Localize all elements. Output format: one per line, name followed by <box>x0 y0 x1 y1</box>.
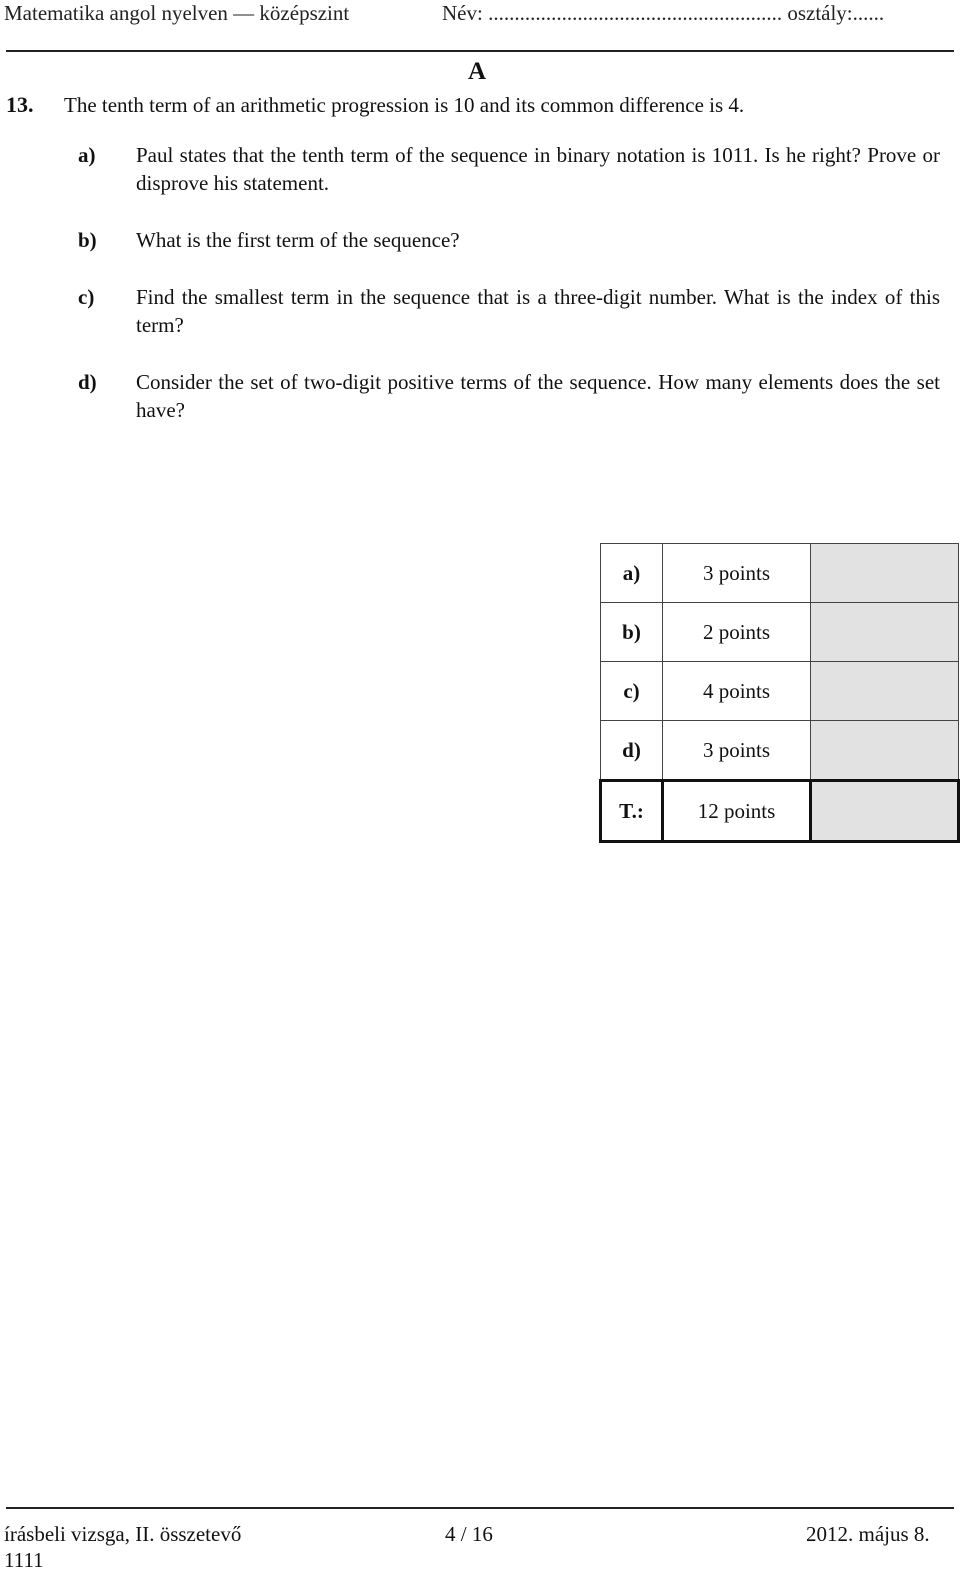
footer-date: 2012. május 8. <box>806 1522 930 1546</box>
score-row <box>601 721 959 781</box>
part-b-label: b) <box>78 228 97 252</box>
footer-exam-part: írásbeli vizsga, II. összetevő <box>4 1522 242 1546</box>
score-total-row <box>601 781 959 842</box>
score-table <box>599 543 960 843</box>
part-a-text: Paul states that the tenth term of the sequence in binary notation is 1011. Is he right? Prove or disprove his statement. <box>136 143 940 195</box>
score-part-label: c) <box>601 662 663 721</box>
header-rule <box>6 50 954 52</box>
score-entry-box[interactable] <box>811 544 959 603</box>
footer-page-number: 4 / 16 <box>445 1522 493 1546</box>
part-a-label: a) <box>78 143 96 167</box>
score-row <box>601 662 959 721</box>
score-row <box>601 603 959 662</box>
score-part-label: a) <box>601 544 663 603</box>
score-points: 3 points <box>663 544 811 603</box>
question-text: The tenth term of an arithmetic progression is 10 and its common difference is 4. <box>64 93 745 117</box>
score-points: 4 points <box>663 662 811 721</box>
part-c-label: c) <box>78 285 95 309</box>
score-entry-box[interactable] <box>811 603 959 662</box>
header-name-class-field: Név: ........................................................ osztály:...... <box>442 1 885 25</box>
header-exam-title: Matematika angol nyelven — középszint <box>4 1 350 25</box>
score-points: 2 points <box>663 603 811 662</box>
score-points: 3 points <box>663 721 811 781</box>
score-row <box>601 544 959 603</box>
part-c-text: Find the smallest term in the sequence that is a three-digit number. What is the index of this term? <box>136 285 940 337</box>
score-total-points: 12 points <box>663 781 811 842</box>
part-d-label: d) <box>78 370 97 394</box>
score-part-label: b) <box>601 603 663 662</box>
score-entry-box[interactable] <box>811 721 959 781</box>
footer-exam-code: 1111 <box>4 1548 44 1572</box>
part-b-text: What is the first term of the sequence? <box>136 228 460 252</box>
section-label: A <box>467 58 487 85</box>
score-entry-box[interactable] <box>811 662 959 721</box>
score-part-label: d) <box>601 721 663 781</box>
score-total-label: T.: <box>601 781 663 842</box>
score-total-entry-box[interactable] <box>811 781 959 842</box>
part-d-text: Consider the set of two-digit positive terms of the sequence. How many elements does the set have? <box>136 370 940 422</box>
footer-rule <box>6 1507 954 1509</box>
question-number: 13. <box>6 92 34 117</box>
